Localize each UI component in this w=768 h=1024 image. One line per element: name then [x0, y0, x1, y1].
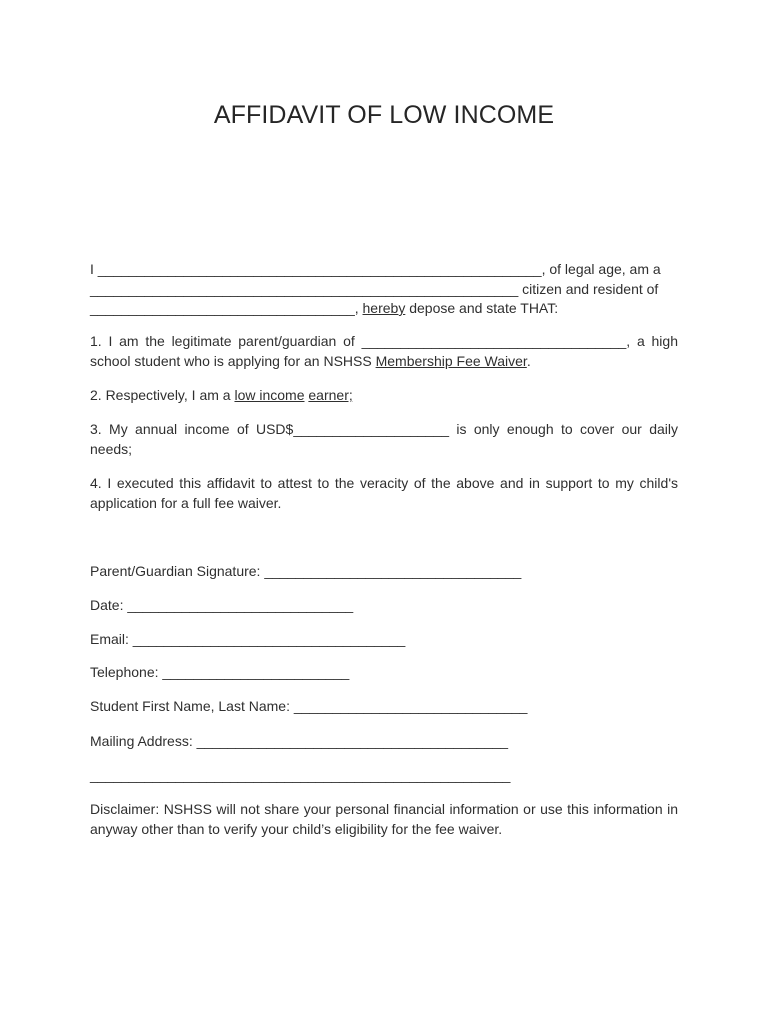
intro-line-2: _______________________________________________________ citizen and resident of: [90, 280, 659, 297]
telephone-field[interactable]: Telephone: ________________________: [90, 664, 350, 680]
mailing-address-line-2-field[interactable]: ______________________________________________________: [90, 767, 511, 783]
email-field[interactable]: Email: ___________________________________: [90, 631, 406, 647]
date-field[interactable]: Date: _____________________________: [90, 597, 354, 613]
statement-1-text: 1. I am the legitimate parent/guardian of __________________________________, a high school student who is applying for an NSHSS: [90, 333, 678, 369]
signature-field[interactable]: Parent/Guardian Signature: _________________________________: [90, 563, 522, 579]
low-income-underlined: low income: [234, 387, 305, 403]
statement-3: 3. My annual income of USD$____________________ is only enough to cover our daily needs;: [90, 421, 678, 457]
statement-1-end: .: [526, 352, 531, 369]
intro-line-3: [90, 299, 678, 319]
statement-4: 4. I executed this affidavit to attest to the veracity of the above and in support to my child's application for a full fee waiver.: [90, 475, 678, 511]
membership-fee-waiver-underlined: Membership Fee Waiver: [375, 352, 527, 369]
document-title: AFFIDAVIT OF LOW INCOME: [213, 101, 555, 129]
earner-underlined: earner;: [308, 387, 353, 403]
intro-paragraph: [90, 260, 678, 319]
mailing-address-field[interactable]: Mailing Address: ________________________________________: [90, 733, 509, 749]
hereby-underlined: hereby: [362, 300, 406, 316]
intro-line-3-end: depose and state THAT:: [405, 300, 559, 316]
statement-2: [90, 386, 678, 406]
intro-line-1: I _________________________________________________________, of legal age, am a: [90, 261, 661, 277]
statement-1: [90, 332, 678, 371]
intro-line-3-blank: __________________________________,: [90, 300, 363, 316]
disclaimer-text: Disclaimer: NSHSS will not share your personal financial information or use this information in anyway other than to verify your child’s eligibility for the fee waiver.: [90, 801, 678, 837]
statement-2-text: 2. Respectively, I am a: [90, 387, 235, 403]
student-name-field[interactable]: Student First Name, Last Name: ______________________________: [90, 698, 528, 714]
